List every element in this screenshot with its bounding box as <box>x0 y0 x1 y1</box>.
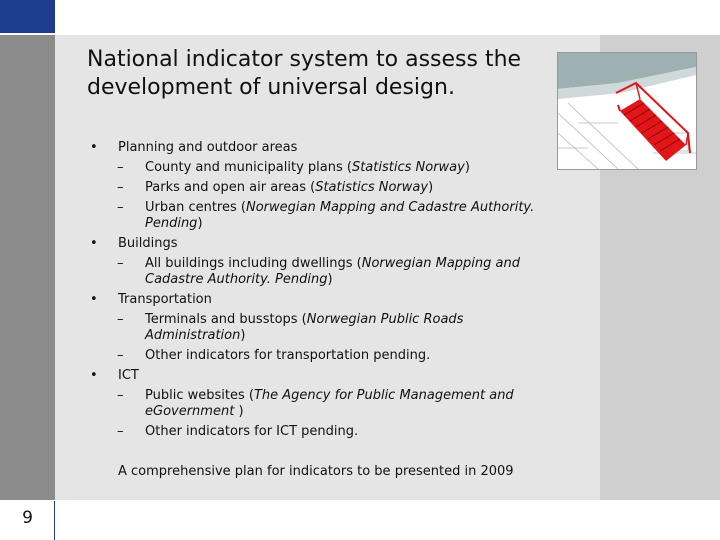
dash-glyph: – <box>117 424 124 439</box>
left-sidebar <box>0 0 55 540</box>
bullet-label: ICT <box>118 368 139 383</box>
bullet-transportation <box>87 292 557 308</box>
dash-glyph: – <box>117 312 124 327</box>
corner-accent <box>0 0 55 33</box>
dash-glyph: – <box>117 388 124 403</box>
staircase-illustration-icon <box>557 52 697 170</box>
sub-item: – County and municipality plans (Statistics Norway) <box>117 160 470 175</box>
dash-glyph: – <box>117 180 124 195</box>
sub-item: – Public websites (The Agency for Public Management and eGovernment ) <box>117 388 514 419</box>
page-number: 9 <box>22 508 33 528</box>
indicator-outline <box>87 136 557 440</box>
bullet-label: Transportation <box>118 292 212 307</box>
slide-title: National indicator system to assess the development of universal design. <box>87 47 522 100</box>
footer-strip <box>0 500 720 540</box>
summary-text: A comprehensive plan for indicators to be presented in 2009 <box>118 464 514 479</box>
sub-item: – Other indicators for ICT pending. <box>117 424 359 439</box>
staircase-drawing <box>558 53 696 169</box>
sub-item: – Urban centres (Norwegian Mapping and Cadastre Authority. Pending) <box>117 200 535 231</box>
bullet-planning <box>87 140 557 156</box>
bullet-buildings <box>87 236 557 252</box>
bullet-label: Buildings <box>118 236 178 251</box>
bullet-ict <box>87 368 557 384</box>
sub-item: – All buildings including dwellings (Norwegian Mapping and Cadastre Authority. Pending) <box>117 256 520 287</box>
bullet-glyph: • <box>90 236 98 251</box>
header-band <box>55 0 720 33</box>
dash-glyph: – <box>117 256 124 271</box>
dash-glyph: – <box>117 160 124 175</box>
bullet-label: Planning and outdoor areas <box>118 140 298 155</box>
sub-item: – Terminals and busstops (Norwegian Public Roads Administration) <box>117 312 464 343</box>
bullet-glyph: • <box>90 292 98 307</box>
dash-glyph: – <box>117 348 124 363</box>
dash-glyph: – <box>117 200 124 215</box>
sub-item: – Parks and open air areas (Statistics Norway) <box>117 180 434 195</box>
bullet-glyph: • <box>90 368 98 383</box>
bullet-glyph: • <box>90 140 98 155</box>
sub-item: – Other indicators for transportation pending. <box>117 348 431 363</box>
